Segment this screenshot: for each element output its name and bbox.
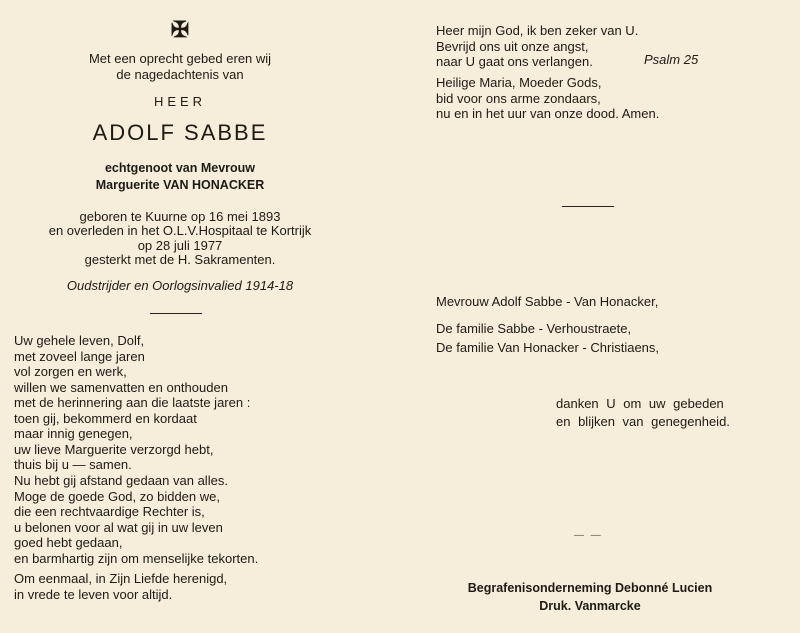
intro-line-2: de nagedachtenis van	[116, 67, 244, 82]
poem-line: goed hebt gedaan,	[14, 535, 123, 550]
prayer-line: bid voor ons arme zondaars,	[436, 90, 601, 106]
undertaker-line: Begrafenisonderneming Debonné Lucien	[467, 581, 713, 595]
family-line-2: De familie Sabbe - Verhoustraete,	[436, 321, 632, 336]
psalm-reference: Psalm 25	[644, 52, 699, 67]
family-line-1: Mevrouw Adolf Sabbe - Van Honacker,	[436, 294, 659, 309]
poem-line: maar innig genegen,	[14, 426, 133, 441]
divider-right	[562, 206, 614, 207]
family-line-3: De familie Van Honacker - Christiaens,	[436, 340, 660, 355]
poem-line: thuis bij u — samen.	[14, 457, 132, 472]
prayer-line: Heilige Maria, Moeder Gods,	[436, 75, 602, 90]
poem-line: Nu hebt gij afstand gedaan van alles.	[14, 473, 228, 488]
birth-line: geboren te Kuurne op 16 mei 1893	[79, 209, 281, 224]
veteran-line: Oudstrijder en Oorlogsinvalied 1914-18	[66, 278, 294, 293]
poem-line: met de herinnering aan die laatste jaren :	[14, 395, 251, 410]
thanks-line-2: en blijken van genegenheid.	[556, 414, 730, 429]
sacraments-line: gesterkt met de H. Sakramenten.	[84, 252, 276, 267]
poem-line: Uw gehele leven, Dolf,	[14, 333, 145, 348]
prayer-line: nu en in het uur van onze dood. Amen.	[436, 106, 660, 121]
poem-line: willen we samenvatten en onthouden	[14, 379, 228, 395]
death-line-1: en overleden in het O.L.V.Hospitaal te Kortrijk	[48, 223, 312, 238]
poem-line: in vrede te leven voor altijd.	[14, 586, 173, 602]
poem-line: en barmhartig zijn om menselijke tekorten.	[14, 550, 259, 566]
poem-stanza-3	[14, 571, 227, 602]
deceased-name: ADOLF SABBE	[92, 120, 268, 145]
prayer-psalm	[436, 23, 638, 70]
faint-mark: — —	[574, 530, 603, 541]
cross-icon: ✠	[170, 17, 190, 42]
divider-left	[150, 313, 202, 314]
prayer-line: Bevrijd ons uit onze angst,	[436, 38, 589, 54]
intro-line-1: Met een oprecht gebed eren wij	[88, 51, 272, 66]
printer-line: Druk. Vanmarcke	[539, 599, 641, 613]
poem-line: Om eenmaal, in Zijn Liefde herenigd,	[14, 571, 228, 586]
poem-stanza-1	[14, 333, 250, 473]
title-heer: HEER	[153, 94, 207, 109]
prayer-line: Heer mijn God, ik ben zeker van U.	[436, 23, 639, 38]
death-line-2: op 28 juli 1977	[137, 238, 223, 253]
prayer-maria	[436, 75, 659, 122]
poem-stanza-2	[14, 473, 258, 566]
thanks-line-1: danken U om uw gebeden	[556, 396, 724, 411]
poem-line: met zoveel lange jaren	[14, 348, 145, 364]
poem-line: Moge de goede God, zo bidden we,	[14, 488, 220, 504]
poem-line: vol zorgen en werk,	[14, 364, 127, 379]
spouse-line-2: Marguerite VAN HONACKER	[95, 178, 265, 192]
poem-line: u belonen voor al wat gij in uw leven	[14, 519, 223, 535]
poem-line: toen gij, bekommerd en kordaat	[14, 410, 197, 426]
poem-line: die een rechtvaardige Rechter is,	[14, 504, 205, 519]
poem-line: uw lieve Marguerite verzorgd hebt,	[14, 441, 214, 457]
prayer-line: naar U gaat ons verlangen.	[436, 54, 593, 69]
spouse-line-1: echtgenoot van Mevrouw	[104, 161, 256, 175]
